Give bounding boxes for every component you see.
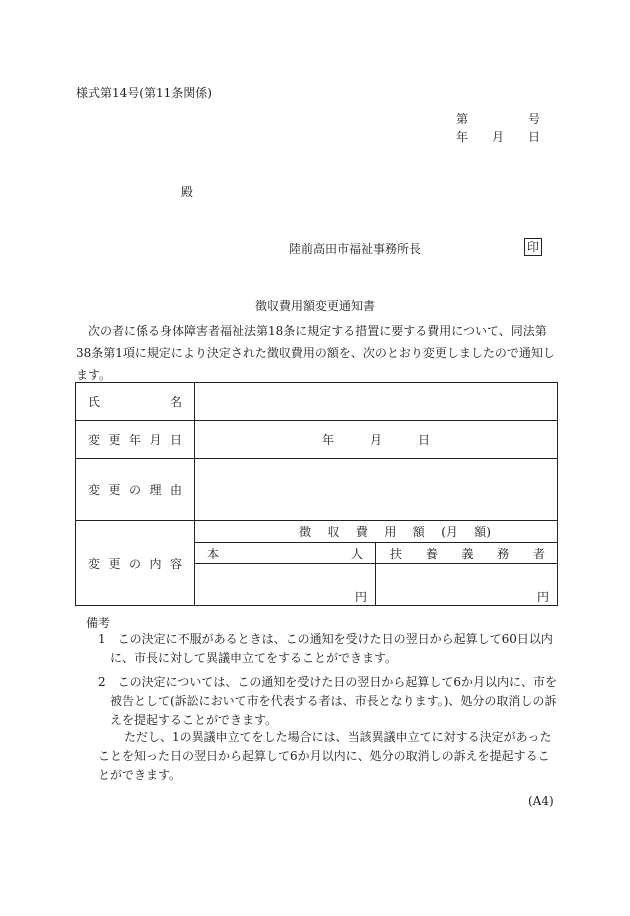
name-label: 氏 名	[76, 383, 195, 421]
sender-name: 陸前高田市福祉事務所長	[289, 242, 422, 256]
paper-size-label: (A4)	[528, 794, 554, 808]
form-number: 様式第14号(第11条関係)	[76, 86, 212, 100]
self-label: 本 人	[195, 543, 376, 564]
date-year-label: 年	[456, 130, 469, 144]
self-currency-unit: 円	[354, 590, 367, 604]
remark-note-2: 2 この決定については、この通知を受けた日の翌日から起算して6か月以内に、市を被告として(訴訟において市を代表する者は、市長となります。)、処分の取消しの訴えを提起することができます。	[98, 675, 558, 727]
change-date-label: 変 更 年 月 日	[76, 421, 195, 459]
document-number-suffix: 号	[528, 112, 541, 126]
fee-header: 徴 収 費 用 額 (月 額)	[195, 521, 558, 543]
document-title: 徴収費用額変更通知書	[254, 299, 375, 313]
reason-label: 変 更 の 理 由	[76, 459, 195, 521]
remark-note-1: 1 この決定に不服があるときは、この通知を受けた日の翌日から起算して60日以内に、市長に対して異議申立てをすることができます。	[98, 632, 553, 665]
seal-mark: 印	[524, 238, 542, 256]
document-number-label: 第	[456, 112, 469, 126]
supporter-label: 扶 養 義 務 者	[376, 543, 558, 564]
table-row-change-date	[76, 421, 558, 459]
self-amount-field[interactable]	[195, 564, 376, 606]
addressee-honorific: 殿	[181, 185, 194, 199]
change-date-field[interactable]: 年 月 日	[195, 421, 558, 459]
table-row-name	[76, 383, 558, 421]
remark-note-3: ただし、1の異議申立てをした場合には、当該異議申立てに対する決定があったことを知った日の翌日から起算して6か月以内に、処分の取消しの訴えを提起することができます。	[98, 730, 552, 782]
intro-paragraph: 次の者に係る身体障害者福祉法第18条に規定する措置に要する費用について、同法第38条第1項に規定により決定された徴収費用の額を、次のとおり変更しましたので通知します。	[76, 324, 555, 382]
date-day-label: 日	[528, 130, 541, 144]
supporter-amount-field[interactable]	[376, 564, 558, 606]
table-row-reason	[76, 459, 558, 521]
name-field[interactable]	[195, 383, 558, 421]
content-label: 変 更 の 内 容	[76, 521, 195, 606]
date-month-label: 月	[492, 130, 505, 144]
remarks-heading: 備考	[86, 616, 111, 630]
notice-form-table	[75, 382, 558, 606]
supporter-currency-unit: 円	[536, 590, 549, 604]
reason-field[interactable]	[195, 459, 558, 521]
table-row-fee-header	[76, 521, 558, 543]
